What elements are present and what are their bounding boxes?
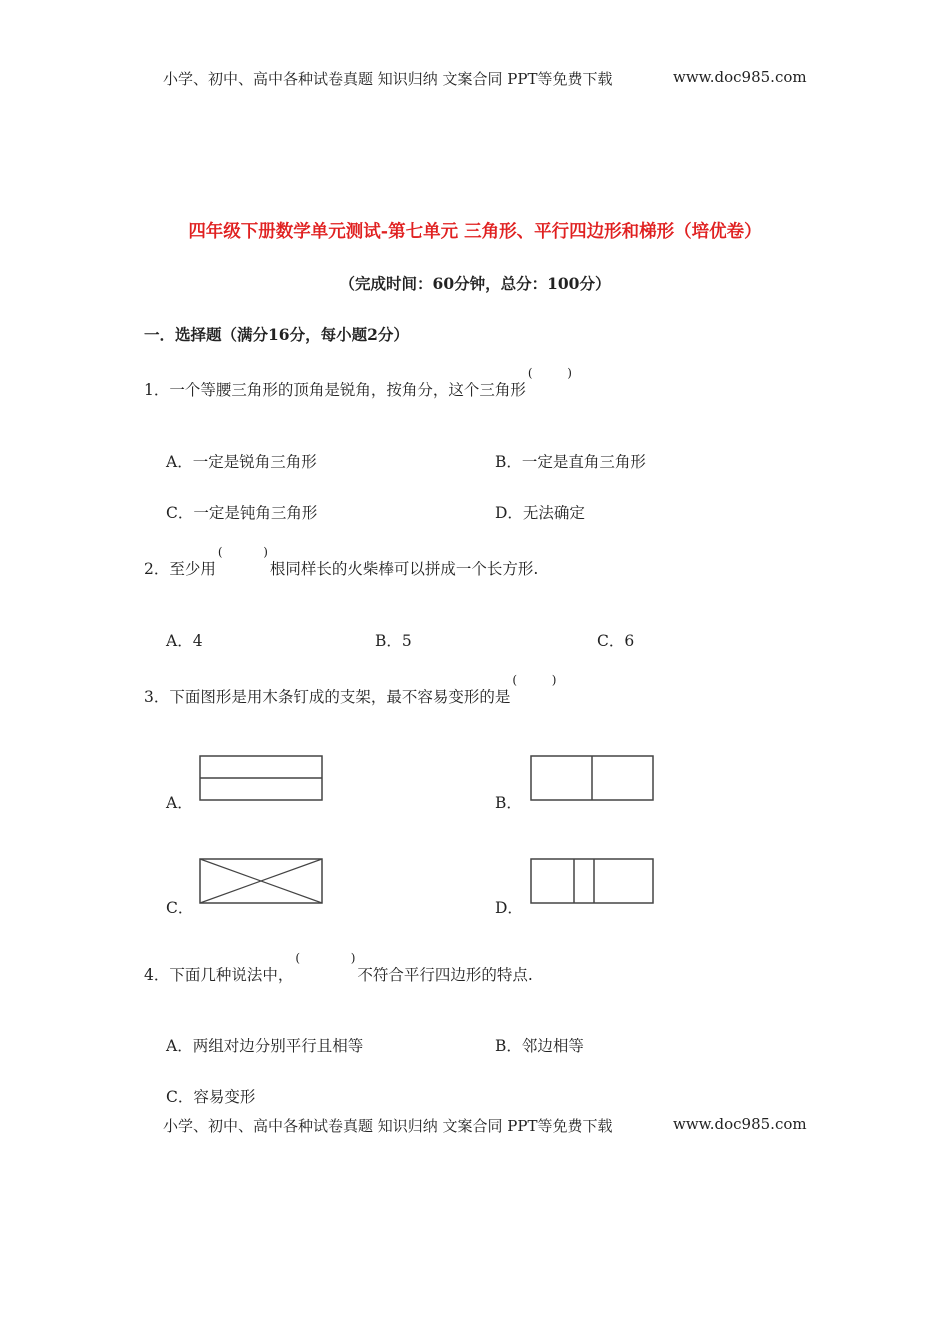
frame-d-figure <box>530 858 656 906</box>
page-subtitle: （完成时间：60分钟，总分：100分） <box>339 274 611 293</box>
footer-text: 小学、初中、高中各种试卷真题 知识归纳 文案合同 PPT等免费下载 <box>163 1117 613 1135</box>
q4-option-a: A．两组对边分别平行且相等 <box>166 1037 364 1055</box>
answer-blank[interactable]: ( ) <box>295 951 356 965</box>
q1-option-c: C．一定是钝角三角形 <box>166 504 318 522</box>
question-2-text-before: 2．至少用 <box>144 560 216 578</box>
page-footer <box>163 1115 807 1136</box>
question-1-text: 1．一个等腰三角形的顶角是锐角，按角分，这个三角形 <box>144 381 526 399</box>
question-3-text: 3．下面图形是用木条钉成的支架，最不容易变形的是 <box>144 688 511 706</box>
q2-option-b: B．5 <box>375 632 412 650</box>
q3-option-c: C． <box>166 899 194 917</box>
question-4 <box>144 951 533 985</box>
q3-option-a: A． <box>166 794 193 812</box>
question-2 <box>144 545 539 579</box>
question-1 <box>144 366 574 400</box>
answer-blank[interactable]: ( ) <box>512 673 557 687</box>
question-4-text-after: 不符合平行四边形的特点. <box>357 966 533 984</box>
question-4-text-before: 4．下面几种说法中， <box>144 966 294 984</box>
q1-option-a: A．一定是锐角三角形 <box>166 453 317 471</box>
page-header <box>163 68 807 89</box>
q1-option-b: B．一定是直角三角形 <box>495 453 646 471</box>
frame-c-figure <box>199 858 325 906</box>
answer-blank[interactable]: ( ) <box>217 545 268 559</box>
question-3 <box>144 673 558 707</box>
frame-b-figure <box>530 755 656 803</box>
q2-option-a: A．4 <box>166 632 203 650</box>
header-site: www.doc985.com <box>673 68 807 86</box>
page-title: 四年级下册数学单元测试-第七单元 三角形、平行四边形和梯形（培优卷） <box>188 222 762 242</box>
q4-option-c: C．容易变形 <box>166 1088 256 1106</box>
header-text: 小学、初中、高中各种试卷真题 知识归纳 文案合同 PPT等免费下载 <box>163 70 613 88</box>
q2-option-c: C．6 <box>597 632 635 650</box>
frame-a-figure <box>199 755 325 803</box>
footer-site: www.doc985.com <box>673 1115 807 1133</box>
q3-option-d: D． <box>495 899 523 917</box>
answer-blank[interactable]: ( ) <box>527 366 572 380</box>
q4-option-b: B．邻边相等 <box>495 1037 584 1055</box>
q1-option-d: D．无法确定 <box>495 504 585 522</box>
q3-option-b: B． <box>495 794 522 812</box>
question-2-text-after: 根同样长的火柴棒可以拼成一个长方形. <box>269 560 539 578</box>
section-heading: 一．选择题（满分16分，每小题2分） <box>144 325 409 344</box>
